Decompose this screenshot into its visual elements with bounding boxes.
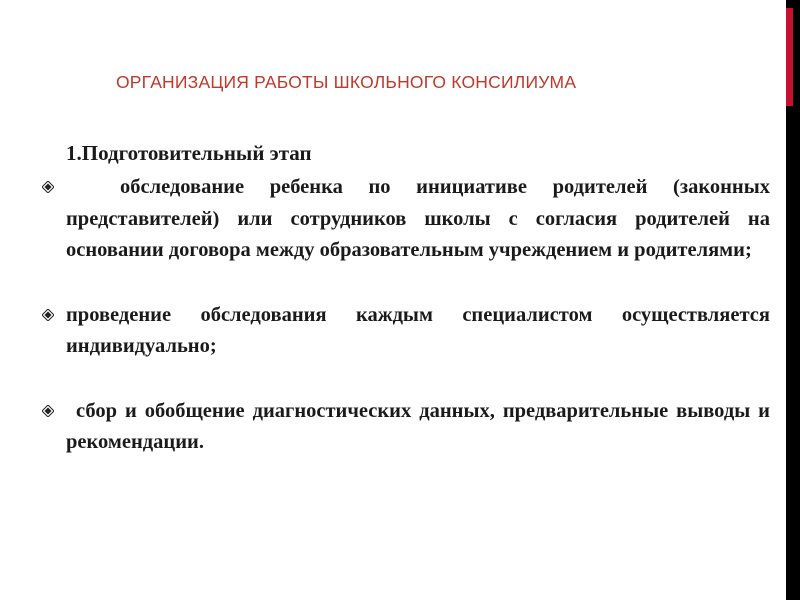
diamond-bullet-icon: [42, 181, 54, 193]
list-item-text: обследование ребенка по инициативе родителей (законных представителей) или сотрудников школы с согласия родителей на основании договора между образовательным учреждением и родителями;: [66, 176, 770, 261]
list-item: [40, 172, 770, 267]
slide-title: ОРГАНИЗАЦИЯ РАБОТЫ ШКОЛЬНОГО КОНСИЛИУМА: [116, 72, 577, 92]
diamond-bullet-icon: [42, 405, 54, 417]
list-item-text: сбор и обобщение диагностических данных, предварительные выводы и рекомендации.: [66, 399, 770, 453]
diamond-bullet-icon: [42, 309, 54, 321]
bullet-list: [40, 172, 770, 459]
section-heading: 1.Подготовительный этап: [66, 141, 312, 165]
list-item: [40, 396, 770, 459]
list-item: [40, 300, 770, 363]
side-accent-highlight: [786, 8, 793, 106]
list-item-text: проведение обследования каждым специалистом осуществляется индивидуально;: [66, 303, 770, 357]
